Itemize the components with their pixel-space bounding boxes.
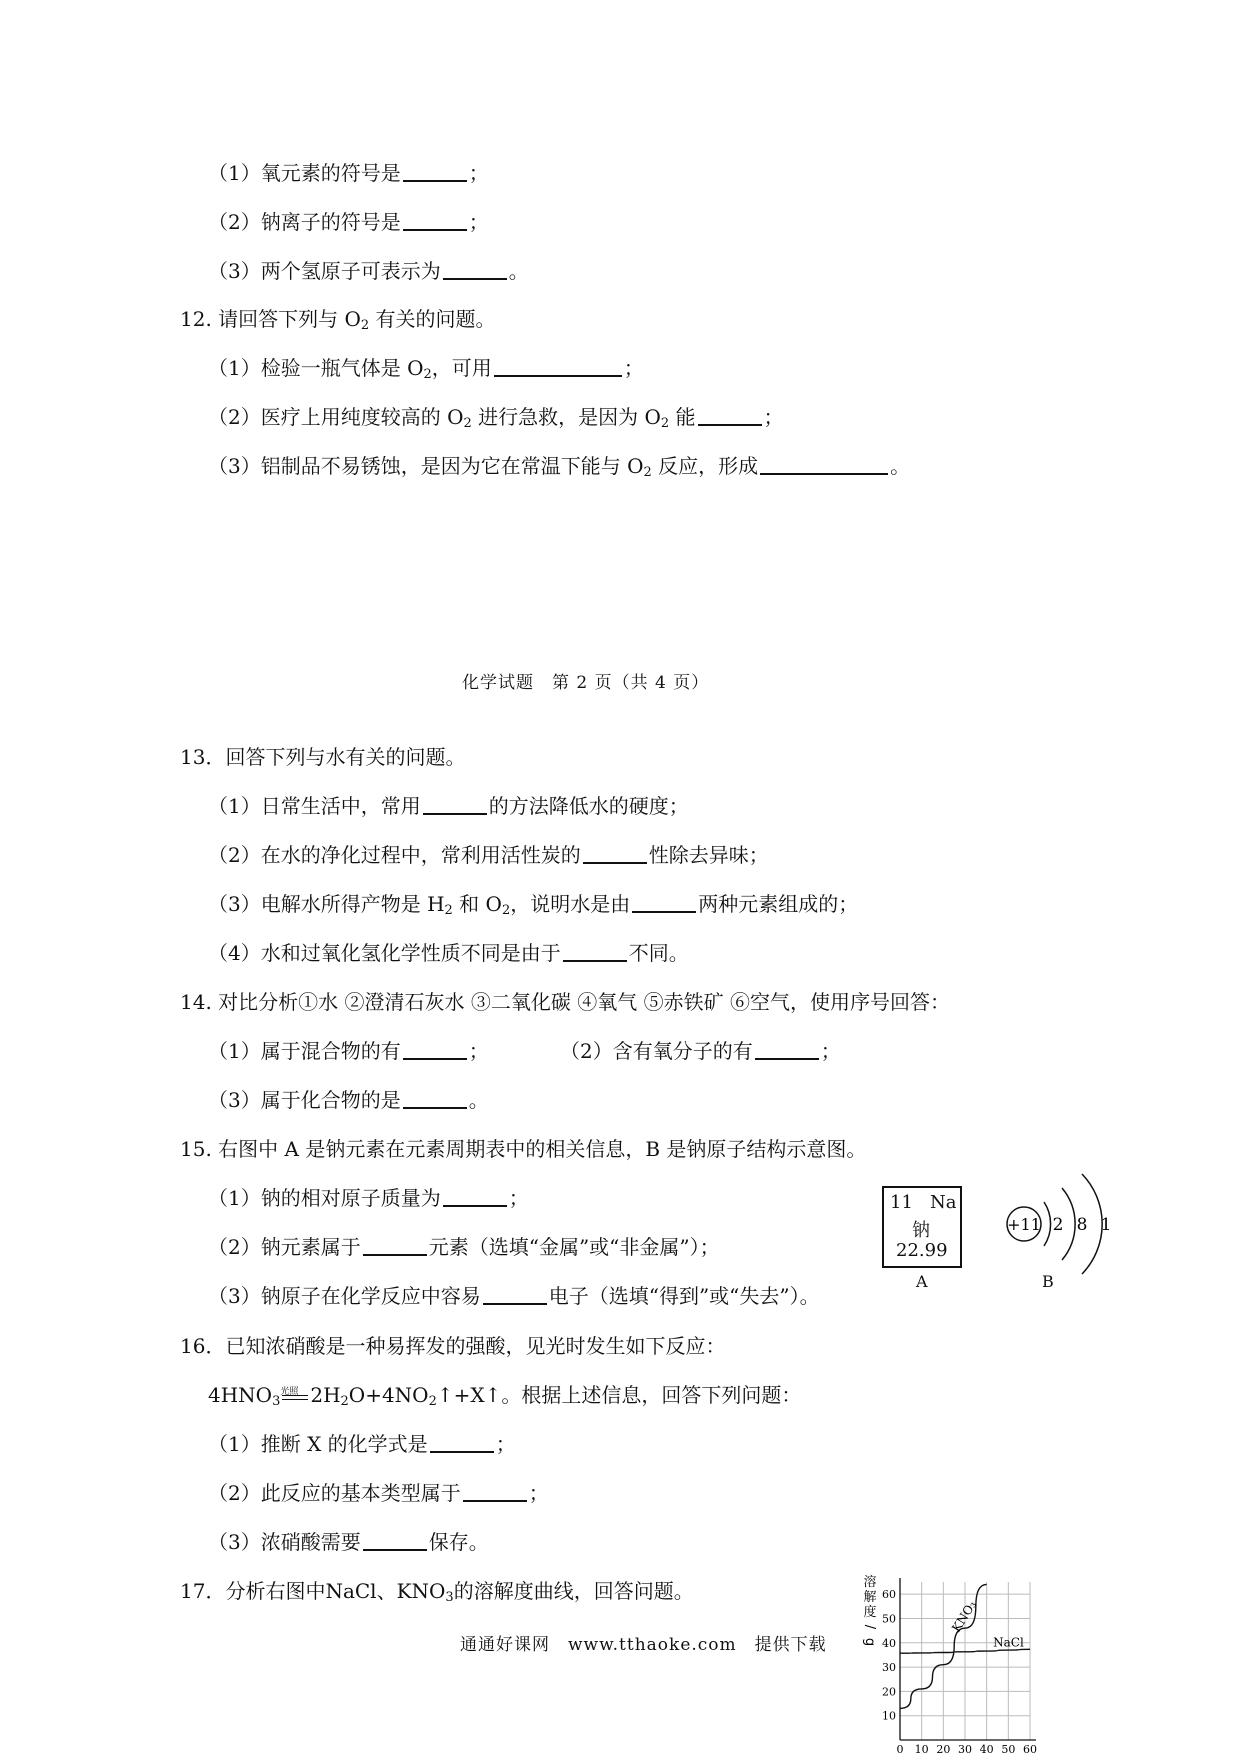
q11-text-3: （3）两个氢原子可表示为 bbox=[208, 259, 441, 283]
x-tick-label: 40 bbox=[979, 1743, 994, 1754]
x-tick-label: 20 bbox=[936, 1743, 951, 1754]
y-tick-label: 50 bbox=[882, 1612, 896, 1626]
reaction-arrow bbox=[280, 1387, 310, 1407]
q13-title: 13．回答下列与水有关的问题。 bbox=[180, 745, 466, 769]
atom-structure-diagram bbox=[998, 1164, 1128, 1284]
x-tick-label: 0 bbox=[896, 1743, 904, 1754]
x-tick-label: 30 bbox=[958, 1743, 972, 1754]
y-axis-label-char: 度 bbox=[863, 1605, 877, 1620]
y-axis-label-char: 解 bbox=[863, 1590, 877, 1605]
q13-line-1: （1）日常生活中，常用 的方法降低水的硬度； bbox=[208, 794, 689, 818]
y-tick-label: 60 bbox=[882, 1588, 896, 1602]
y-axis-label-char: g bbox=[862, 1637, 877, 1647]
y-tick-label: 30 bbox=[882, 1661, 896, 1675]
reaction-condition: 光照 bbox=[280, 1386, 299, 1397]
q13-line-2: （2）在水的净化过程中，常利用活性炭的 性除去异味； bbox=[208, 843, 769, 867]
q15-title: 15. 右图中 A 是钠元素在元素周期表中的相关信息，B 是钠原子结构示意图。 bbox=[180, 1137, 867, 1161]
element-symbol: Na bbox=[930, 1192, 957, 1213]
answer-blank[interactable] bbox=[463, 1480, 527, 1502]
x-tick-label: 60 bbox=[1023, 1743, 1037, 1754]
atomic-number: 11 bbox=[890, 1192, 913, 1213]
answer-blank[interactable] bbox=[423, 793, 487, 815]
answer-blank[interactable] bbox=[494, 355, 622, 377]
q17-title: 17．分析右图中NaCl、$KNO_3$的溶解度曲线，回答问题。 bbox=[180, 1579, 694, 1605]
page-footer: 化学试题 第 2 页（共 4 页） bbox=[462, 673, 710, 693]
answer-blank[interactable] bbox=[583, 842, 647, 864]
y-tick-label: 10 bbox=[882, 1709, 896, 1723]
answer-blank[interactable] bbox=[698, 404, 762, 426]
answer-blank[interactable] bbox=[443, 1185, 507, 1207]
series-label-0: KNO₃ bbox=[949, 1598, 980, 1635]
q11-line-2: （2）钠离子的符号是 ； bbox=[208, 210, 489, 234]
q12-line-2: （2）医疗上用纯度较高的 $O_2$ 进行急救，是因为 $O_2$ 能 ； bbox=[208, 405, 784, 431]
q14-title: 14. 对比分析①水 ②澄清石灰水 ③二氧化碳 ④氧气 ⑤赤铁矿 ⑥空气，使用序号回答： bbox=[180, 990, 950, 1014]
y-axis-label bbox=[862, 1574, 877, 1646]
figure-a-caption: A bbox=[916, 1272, 928, 1291]
q13-line-4: （4）水和过氧化氢化学性质不同是由于 不同。 bbox=[208, 941, 689, 965]
answer-blank[interactable] bbox=[563, 940, 627, 962]
q11-line-1: （1）氧元素的符号是 ； bbox=[208, 161, 489, 185]
q15-line-2: （2）钠元素属于 元素（选填“金属”或“非金属”）； bbox=[208, 1235, 720, 1259]
q15-line-1: （1）钠的相对原子质量为 ； bbox=[208, 1186, 529, 1210]
element-name: 钠 bbox=[912, 1220, 930, 1241]
q12-title: 12. 请回答下列与 $O_2$ 有关的问题。 bbox=[180, 307, 496, 333]
y-tick-label: 40 bbox=[882, 1636, 896, 1650]
answer-blank[interactable] bbox=[632, 891, 696, 913]
q11-text-1: （1）氧元素的符号是 bbox=[208, 161, 401, 185]
y-tick-label: 20 bbox=[882, 1685, 896, 1699]
shell-electrons-2: 8 bbox=[1076, 1215, 1088, 1235]
answer-blank[interactable] bbox=[363, 1234, 427, 1256]
nucleus-charge: +11 bbox=[1007, 1215, 1041, 1234]
y-axis-label-char: / bbox=[862, 1624, 877, 1630]
q11-text-2: （2）钠离子的符号是 bbox=[208, 210, 401, 234]
answer-blank[interactable] bbox=[483, 1283, 547, 1305]
y-axis-label-char: 溶 bbox=[863, 1575, 877, 1590]
answer-blank[interactable] bbox=[403, 1038, 467, 1060]
q13-line-3: （3）电解水所得产物是 $H_2$ 和 $O_2$，说明水是由 两种元素组成的； bbox=[208, 892, 859, 918]
q11-line-3: （3）两个氢原子可表示为 。 bbox=[208, 259, 529, 283]
shell-electrons-3: 1 bbox=[1100, 1215, 1112, 1235]
solubility-chart bbox=[848, 1572, 1058, 1754]
q15-line-3: （3）钠原子在化学反应中容易 电子（选填“得到”或“失去”）。 bbox=[208, 1284, 820, 1308]
site-footer: 通通好课网 www.tthaoke.com 提供下载 bbox=[460, 1635, 827, 1655]
answer-blank[interactable] bbox=[755, 1038, 819, 1060]
q16-line-1: （1）推断 X 的化学式是 ； bbox=[208, 1432, 516, 1456]
answer-blank[interactable] bbox=[403, 1087, 467, 1109]
q16-line-3: （3）浓硝酸需要 保存。 bbox=[208, 1530, 489, 1554]
x-tick-label: 10 bbox=[914, 1743, 929, 1754]
q16-title: 16．已知浓硝酸是一种易挥发的强酸，见光时发生如下反应： bbox=[180, 1334, 726, 1358]
q16-line-2: （2）此反应的基本类型属于 ； bbox=[208, 1481, 549, 1505]
electron-shell-1 bbox=[1044, 1202, 1051, 1246]
q14-line-2: （2）含有氧分子的有 ； bbox=[560, 1039, 841, 1063]
x-tick-label: 50 bbox=[1001, 1743, 1016, 1754]
answer-blank[interactable] bbox=[403, 209, 467, 231]
q14-line-3: （3）属于化合物的是 。 bbox=[208, 1088, 489, 1112]
figure-b-caption: B bbox=[1042, 1272, 1054, 1291]
q12-line-1: （1）检验一瓶气体是 $O_2$，可用 ； bbox=[208, 356, 644, 382]
q12-line-3: （3）铝制品不易锈蚀，是因为它在常温下能与 $O_2$ 反应，形成 。 bbox=[208, 454, 911, 480]
q14-line-1: （1）属于混合物的有 ； bbox=[208, 1039, 489, 1063]
shell-electrons-1: 2 bbox=[1052, 1215, 1064, 1235]
equals-sign-icon bbox=[282, 1395, 308, 1400]
series-label-1: NaCl bbox=[993, 1635, 1024, 1650]
atomic-mass: 22.99 bbox=[896, 1240, 948, 1261]
q16-equation: $4HNO_3$ 光照 $2H_2O+4NO_2↑+X↑$。根据上述信息，回答下列问题： bbox=[208, 1382, 801, 1408]
periodic-table-cell bbox=[882, 1186, 962, 1268]
answer-blank[interactable] bbox=[403, 160, 467, 182]
answer-blank[interactable] bbox=[760, 453, 888, 475]
answer-blank[interactable] bbox=[443, 258, 507, 280]
answer-blank[interactable] bbox=[430, 1431, 494, 1453]
electron-shell-2 bbox=[1062, 1188, 1075, 1260]
answer-blank[interactable] bbox=[363, 1529, 427, 1551]
